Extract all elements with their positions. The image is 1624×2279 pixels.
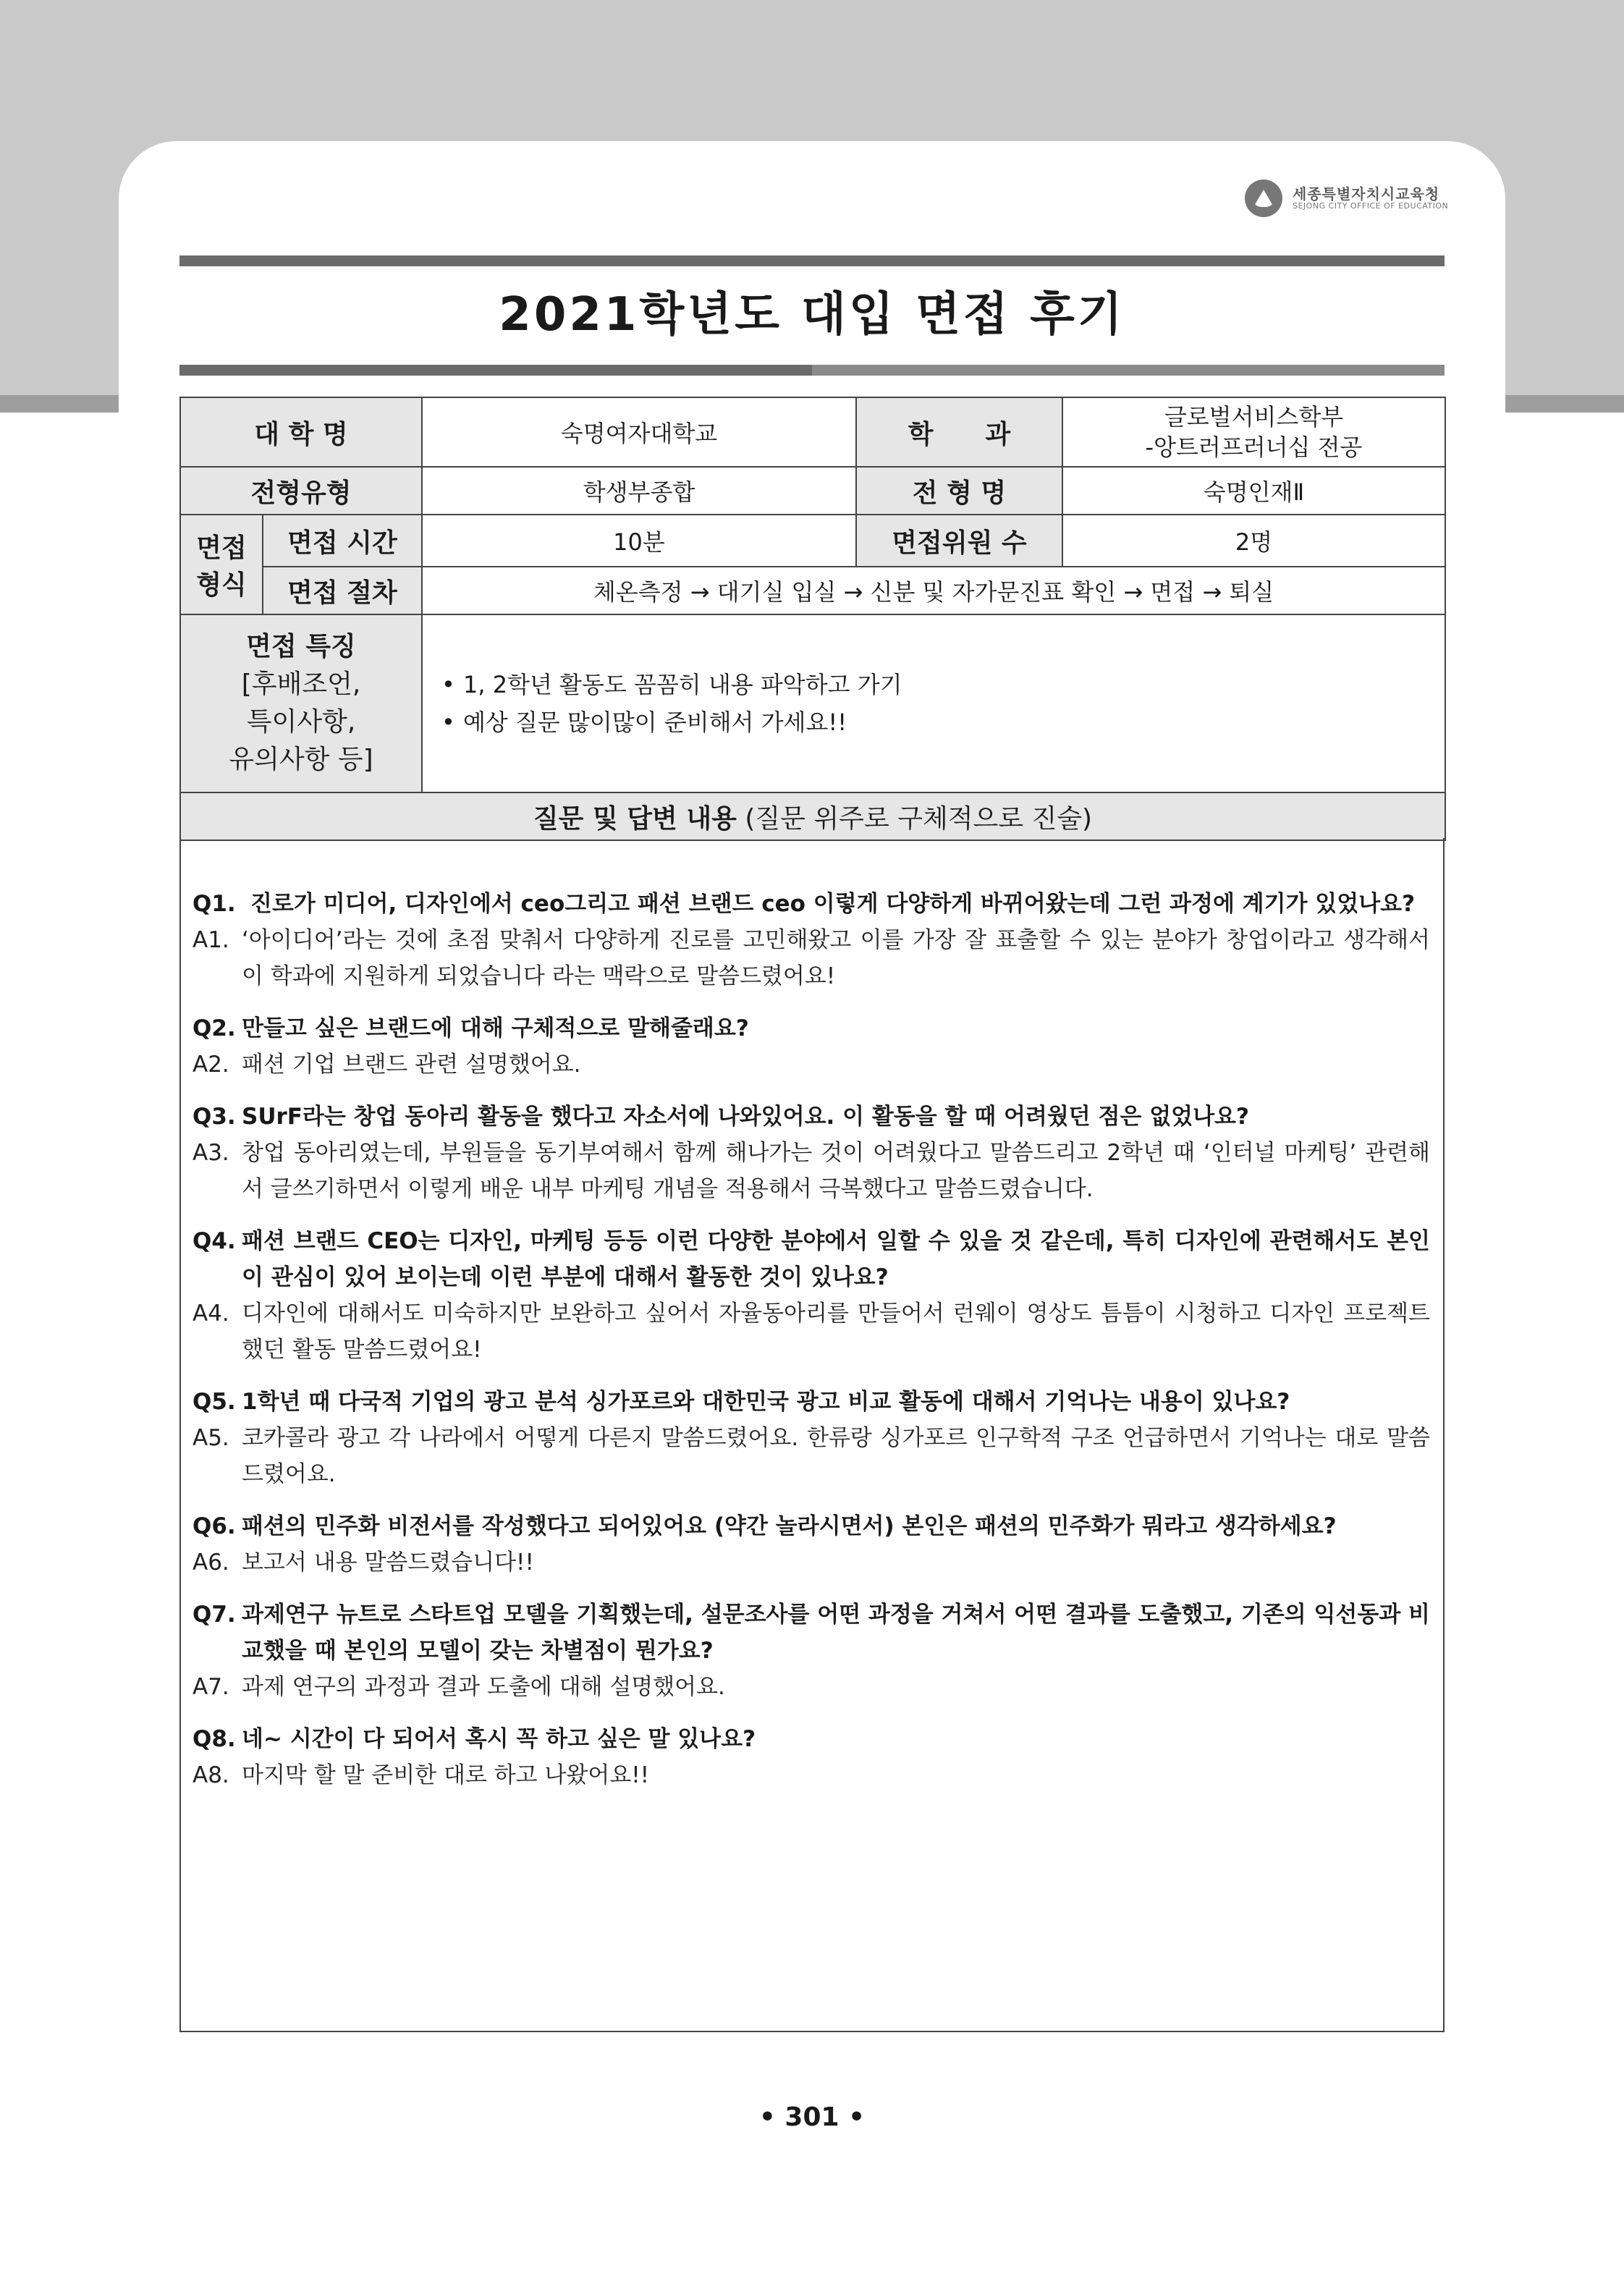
answer-text: 패션 기업 브랜드 관련 설명했어요. (242, 1052, 581, 1078)
answer-tag: A5. (193, 1425, 229, 1451)
answer-tag: A6. (193, 1549, 229, 1576)
question-tag: Q3. (193, 1104, 236, 1130)
admission-name-value: 숙명인재Ⅱ (1062, 467, 1445, 515)
admission-type-label: 전형유형 (180, 467, 422, 515)
answer-tag: A1. (193, 927, 229, 953)
band-strip-right (1505, 395, 1624, 413)
admission-name-label: 전 형 명 (856, 467, 1062, 515)
qa-item (193, 1721, 1430, 1793)
question-text: 과제연구 뉴트로 스타트업 모델을 기획했는데, 설문조사를 어떤 과정을 거쳐서 어떤 결과를 도출했고, 기존의 익선동과 비교했을 때 본인의 모델이 갖는 차별점이 뭔가요? (242, 1602, 1430, 1664)
format-label-line-2: 형식 (196, 570, 247, 600)
qa-content-box (179, 838, 1445, 2032)
band-strip-left (0, 395, 119, 413)
question-tag: Q1. (193, 891, 236, 917)
question-text: 만들고 싶은 브랜드에 대해 구체적으로 말해줄래요? (242, 1015, 749, 1041)
question-tag: Q8. (193, 1726, 236, 1752)
interview-features-label (180, 614, 422, 792)
features-list (441, 666, 1437, 741)
answer-text: 디자인에 대해서도 미숙하지만 보완하고 싶어서 자율동아리를 만들어서 런웨이 영상도 틈틈이 시청하고 디자인 프로젝트 했던 활동 말씀드렸어요! (242, 1301, 1430, 1363)
question-tag: Q2. (193, 1015, 236, 1041)
question-text: 네~ 시간이 다 되어서 혹시 꼭 하고 싶은 말 있나요? (242, 1726, 756, 1752)
features-label-line: 유의사항 등] (229, 745, 373, 774)
interview-info-table (179, 397, 1446, 841)
answer-text: 창업 동아리였는데, 부원들을 동기부여해서 함께 해나가는 것이 어려웠다고 말씀드리고 2학년 때 ‘인터널 마케팅’ 관련해서 글쓰기하면서 이렇게 배운 내부 마케팅 개념을 적용해서 극복했다고 말씀드렸습니다. (242, 1140, 1430, 1202)
qa-item (193, 886, 1430, 994)
answer-tag: A8. (193, 1762, 229, 1788)
qa-header-note: (질문 위주로 구체적으로 진술) (736, 803, 1093, 834)
question-text: 1학년 때 다국적 기업의 광고 분석 싱가포르와 대한민국 광고 비교 활동에 대해서 기억나는 내용이 있나요? (242, 1389, 1290, 1415)
features-label-line: 면접 특징 (246, 632, 356, 661)
office-of-education-logo (1245, 177, 1462, 219)
features-label-line: 특이사항, (246, 707, 356, 737)
title-rule-top (179, 255, 1445, 266)
logo-name-ko: 세종특별자치시교육청 (1293, 185, 1440, 203)
title-rule-bottom (179, 365, 1445, 376)
qa-item (193, 1508, 1430, 1581)
interview-format-label (180, 515, 263, 614)
answer-text: ‘아이디어’라는 것에 초점 맞춰서 다양하게 진로를 고민해왔고 이를 가장 잘 표출할 수 있는 분야가 창업이라고 생각해서 이 학과에 지원하게 되었습니다 라는 맥락으로 말씀드렸어요! (242, 927, 1430, 989)
interview-procedure-value: 체온측정 → 대기실 입실 → 신분 및 자가문진표 확인 → 면접 → 퇴실 (422, 567, 1445, 614)
department-line-1: 글로벌서비스학부 (1164, 403, 1344, 431)
question-text: SUrF라는 창업 동아리 활동을 했다고 자소서에 나와있어요. 이 활동을 할 때 어려웠던 점은 없었나요? (242, 1104, 1249, 1130)
interview-procedure-label: 면접 절차 (263, 567, 422, 614)
interview-features-value (422, 614, 1445, 792)
emblem-icon (1245, 179, 1282, 217)
question-tag: Q5. (193, 1389, 236, 1415)
features-label-line: [후배조언, (241, 669, 361, 699)
admission-type-value: 학생부종합 (422, 467, 856, 515)
department-value (1062, 397, 1445, 467)
question-text: 패션 브랜드 CEO는 디자인, 마케팅 등등 이런 다양한 분야에서 일할 수 있을 것 같은데, 특히 디자인에 관련해서도 본인이 관심이 있어 보이는데 이런 부분에 대해서 활동한 것이 있나요? (242, 1228, 1430, 1290)
interviewer-count-label: 면접위원 수 (856, 515, 1062, 567)
logo-name-en: SEJONG CITY OFFICE OF EDUCATION (1293, 200, 1449, 211)
answer-text: 마지막 할 말 준비한 대로 하고 나왔어요!! (242, 1762, 650, 1788)
document-title: 2021학년도 대입 면접 후기 (499, 288, 1125, 342)
question-text: 진로가 미디어, 디자인에서 ceo그리고 패션 브랜드 ceo 이렇게 다양하게 바뀌어왔는데 그런 과정에 계기가 있었나요? (250, 891, 1416, 917)
answer-tag: A3. (193, 1140, 229, 1166)
answer-text: 과제 연구의 과정과 결과 도출에 대해 설명했어요. (242, 1674, 725, 1700)
answer-text: 보고서 내용 말씀드렸습니다!! (242, 1549, 534, 1576)
department-label: 학 과 (856, 397, 1062, 467)
qa-header-title: 질문 및 답변 내용 (533, 803, 737, 834)
university-value: 숙명여자대학교 (422, 397, 856, 467)
qa-section-header (180, 792, 1445, 840)
qa-item (193, 1597, 1430, 1705)
question-tag: Q4. (193, 1228, 236, 1254)
qa-item (193, 1010, 1430, 1083)
feature-item: • 예상 질문 많이많이 준비해서 가세요!! (441, 703, 1437, 741)
question-tag: Q6. (193, 1513, 236, 1539)
answer-text: 코카콜라 광고 각 나라에서 어떻게 다른지 말씀드렸어요. 한류랑 싱가포르 인구학적 구조 언급하면서 기억나는 대로 말씀드렸어요. (242, 1425, 1430, 1487)
qa-item (193, 1223, 1430, 1368)
university-label: 대 학 명 (180, 397, 422, 467)
question-text: 패션의 민주화 비전서를 작성했다고 되어있어요 (약간 놀라시면서) 본인은 패션의 민주화가 뭐라고 생각하세요? (242, 1513, 1337, 1539)
qa-item (193, 1384, 1430, 1492)
interviewer-count-value: 2명 (1062, 515, 1445, 567)
feature-item: • 1, 2학년 활동도 꼼꼼히 내용 파악하고 가기 (441, 666, 1437, 703)
question-tag: Q7. (193, 1602, 236, 1628)
answer-tag: A7. (193, 1674, 229, 1700)
answer-tag: A4. (193, 1301, 229, 1327)
answer-tag: A2. (193, 1052, 229, 1078)
qa-item (193, 1099, 1430, 1207)
interview-time-label: 면접 시간 (263, 515, 422, 567)
page-number: • 301 • (758, 2102, 866, 2132)
department-line-2: -앙트러프러너십 전공 (1145, 434, 1363, 461)
interview-time-value: 10분 (422, 515, 856, 567)
format-label-line-1: 면접 (196, 533, 247, 563)
